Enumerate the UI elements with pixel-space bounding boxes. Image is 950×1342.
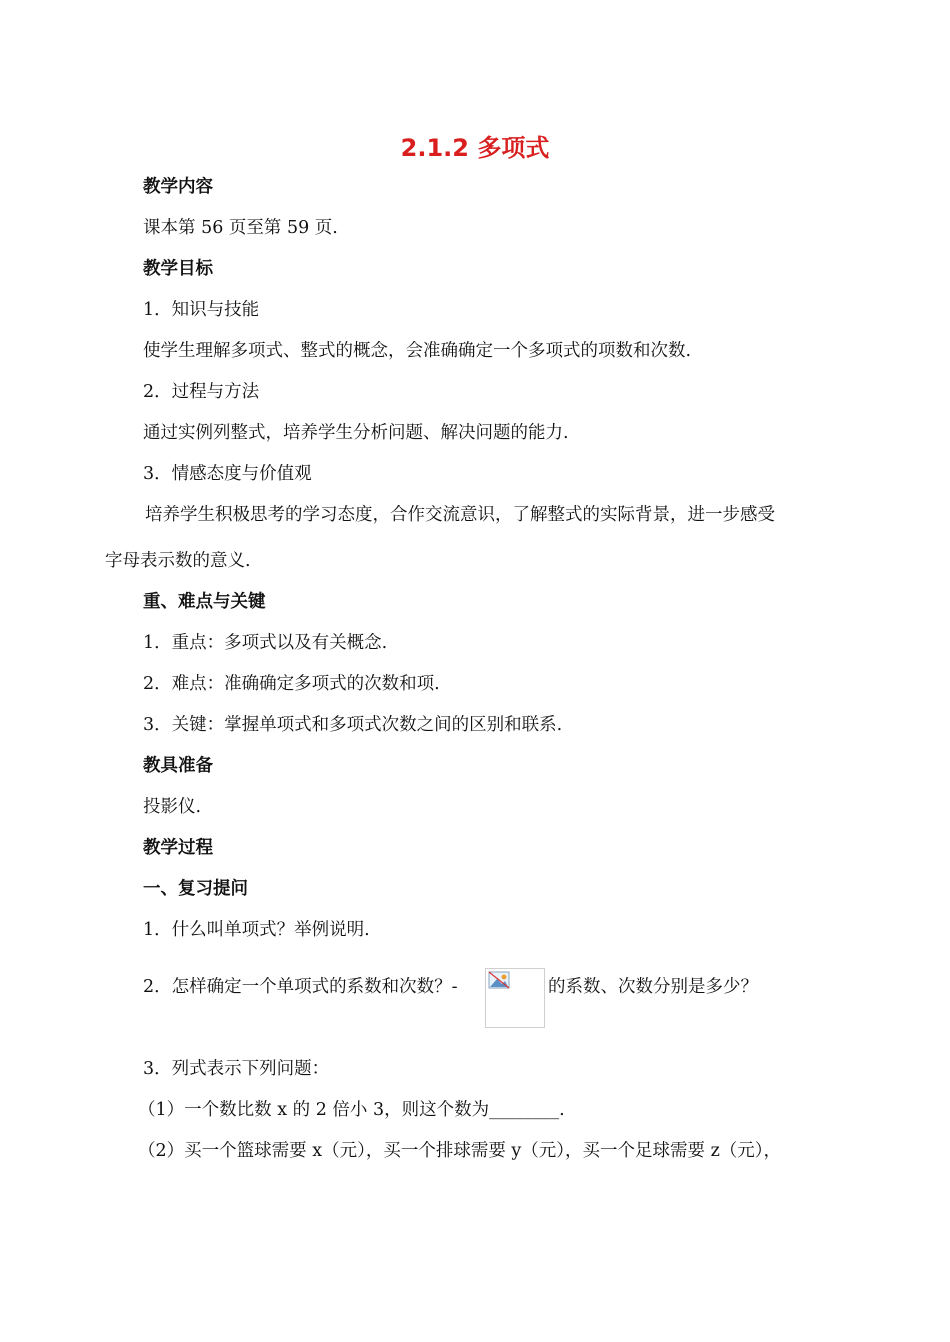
review-question-3-sub1: （1）一个数比数 x 的 2 倍小 3，则这个数为________. — [138, 1100, 565, 1120]
review-question-2-part2: 的系数、次数分别是多少？ — [548, 977, 758, 997]
formula-image-placeholder — [485, 968, 545, 1028]
page-title: 2.1.2 多项式 — [400, 134, 550, 162]
review-question-1: 1．什么叫单项式？举例说明. — [143, 920, 370, 940]
review-question-3-sub2: （2）买一个篮球需要 x（元），买一个排球需要 y（元），买一个足球需要 z（元）， — [138, 1141, 782, 1161]
teaching-tools-text: 投影仪. — [143, 797, 202, 817]
key-point-3: 3．关键：掌握单项式和多项式次数之间的区别和联系. — [143, 715, 563, 735]
key-point-1: 1．重点：多项式以及有关概念. — [143, 633, 388, 653]
heading-teaching-content: 教学内容 — [143, 177, 213, 197]
goal-3-heading: 3．情感态度与价值观 — [143, 464, 312, 484]
goal-2-text: 通过实例列整式，培养学生分析问题、解决问题的能力. — [143, 423, 569, 443]
goal-2-heading: 2．过程与方法 — [143, 382, 260, 402]
heading-review-questions: 一、复习提问 — [143, 879, 248, 899]
broken-image-icon — [488, 971, 510, 989]
review-question-2-part1: 2．怎样确定一个单项式的系数和次数？- — [143, 977, 458, 997]
goal-1-heading: 1．知识与技能 — [143, 300, 260, 320]
teaching-content-text: 课本第 56 页至第 59 页. — [143, 218, 338, 238]
goal-1-text: 使学生理解多项式、整式的概念，会准确确定一个多项式的项数和次数. — [143, 341, 692, 361]
key-point-2: 2．难点：准确确定多项式的次数和项. — [143, 674, 440, 694]
heading-teaching-goals: 教学目标 — [143, 259, 213, 279]
heading-teaching-process: 教学过程 — [143, 838, 213, 858]
goal-3-text-line2: 字母表示数的意义. — [105, 551, 251, 571]
review-question-3: 3．列式表示下列问题： — [143, 1059, 330, 1079]
heading-key-points: 重、难点与关键 — [143, 592, 266, 612]
goal-3-text-line1: 培养学生积极思考的学习态度，合作交流意识，了解整式的实际背景，进一步感受 — [145, 505, 775, 525]
heading-teaching-tools: 教具准备 — [143, 756, 213, 776]
